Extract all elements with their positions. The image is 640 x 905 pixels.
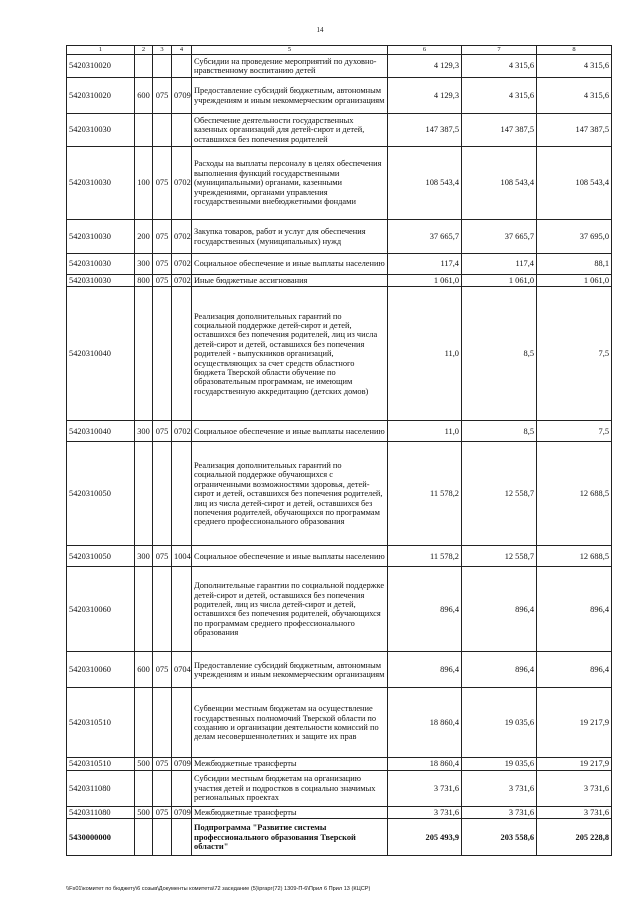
- expense-type-code: [135, 770, 153, 806]
- amount-col-7: 8,5: [462, 287, 537, 421]
- file-path-footer: \\Fs01\комитет по бюджету\6 созыв\Документы комитета\72 заседание (5)\ргарг(72) 1309-П-6\Прил 6 Прил 13 (КЦСР): [66, 886, 371, 892]
- ministry-code: 075: [153, 147, 172, 220]
- amount-col-8: 19 217,9: [537, 758, 612, 770]
- row-code: 5420311080: [67, 770, 135, 806]
- amount-col-6: 108 543,4: [388, 147, 462, 220]
- row-code: 5420310030: [67, 114, 135, 147]
- expense-type-code: [135, 55, 153, 78]
- table-row: [67, 254, 612, 275]
- table-row: [67, 55, 612, 78]
- row-description: Дополнительные гарантии по социальной поддержке детей-сирот и детей, оставшихся без попечения родителей, лиц из числа детей-сирот и детей, оставшихся без попечения родителей, обучающихся по программам среднего профессионального образования: [192, 567, 388, 652]
- table-row: [67, 78, 612, 114]
- table-row: [67, 652, 612, 688]
- amount-col-8: 896,4: [537, 567, 612, 652]
- amount-col-6: 896,4: [388, 567, 462, 652]
- expense-type-code: 600: [135, 78, 153, 114]
- amount-col-8: 147 387,5: [537, 114, 612, 147]
- table-row: [67, 806, 612, 818]
- row-description: Закупка товаров, работ и услуг для обеспечения государственных (муниципальных) нужд: [192, 220, 388, 254]
- section-code: 0704: [172, 652, 192, 688]
- ministry-code: 075: [153, 220, 172, 254]
- row-description: Обеспечение деятельности государственных казенных организаций для детей-сирот и детей, оставшихся без попечения родителей: [192, 114, 388, 147]
- row-code: 5430000000: [67, 819, 135, 856]
- section-code: [172, 567, 192, 652]
- row-code: 5420310060: [67, 652, 135, 688]
- expense-type-code: [135, 567, 153, 652]
- row-description: Межбюджетные трансферты: [192, 806, 388, 818]
- amount-col-7: 896,4: [462, 652, 537, 688]
- row-code: 5420310510: [67, 758, 135, 770]
- amount-col-7: 896,4: [462, 567, 537, 652]
- row-code: 5420310050: [67, 546, 135, 567]
- expense-type-code: [135, 114, 153, 147]
- amount-col-6: 11 578,2: [388, 442, 462, 546]
- table-row: [67, 758, 612, 770]
- ministry-code: [153, 688, 172, 758]
- expense-type-code: 300: [135, 546, 153, 567]
- table-row: [67, 421, 612, 442]
- ministry-code: [153, 819, 172, 856]
- amount-col-8: 3 731,6: [537, 770, 612, 806]
- row-description: Субсидии местным бюджетам на организацию участия детей и подростков в социально значимых региональных проектах: [192, 770, 388, 806]
- expense-type-code: [135, 442, 153, 546]
- ministry-code: [153, 770, 172, 806]
- row-code: 5420310050: [67, 442, 135, 546]
- row-code: 5420310030: [67, 254, 135, 275]
- expense-type-code: [135, 819, 153, 856]
- expense-type-code: 600: [135, 652, 153, 688]
- table-row: [67, 114, 612, 147]
- section-code: [172, 287, 192, 421]
- row-description: Социальное обеспечение и иные выплаты населению: [192, 254, 388, 275]
- header-cell: 3: [153, 46, 172, 55]
- row-description: Расходы на выплаты персоналу в целях обеспечения выполнения функций государственными (муниципальными) органами, казенными учреждениями, органами управления государственными внебюджетными фондами: [192, 147, 388, 220]
- amount-col-7: 19 035,6: [462, 688, 537, 758]
- row-description: Иные бюджетные ассигнования: [192, 275, 388, 287]
- amount-col-8: 7,5: [537, 287, 612, 421]
- amount-col-7: 3 731,6: [462, 806, 537, 818]
- ministry-code: [153, 287, 172, 421]
- section-code: [172, 114, 192, 147]
- amount-col-6: 11,0: [388, 421, 462, 442]
- row-description: Реализация дополнительных гарантий по социальной поддержке обучающихся с ограниченными возможностями здоровья, детей-сирот и детей, оставшихся без попечения родителей, лиц из числа детей-сирот и детей, оставшихся без попечения родителей, обучающихся по программам среднего профессионального образования: [192, 442, 388, 546]
- amount-col-8: 12 688,5: [537, 442, 612, 546]
- ministry-code: 075: [153, 546, 172, 567]
- section-code: 0702: [172, 147, 192, 220]
- amount-col-7: 203 558,6: [462, 819, 537, 856]
- ministry-code: 075: [153, 758, 172, 770]
- amount-col-7: 117,4: [462, 254, 537, 275]
- table-row: [67, 442, 612, 546]
- row-code: 5420310040: [67, 287, 135, 421]
- amount-col-7: 8,5: [462, 421, 537, 442]
- table-header-row: [67, 46, 612, 55]
- amount-col-8: 108 543,4: [537, 147, 612, 220]
- row-description: Субсидии на проведение мероприятий по духовно-нравственному воспитанию детей: [192, 55, 388, 78]
- amount-col-7: 19 035,6: [462, 758, 537, 770]
- row-code: 5420310030: [67, 220, 135, 254]
- row-description: Социальное обеспечение и иные выплаты населению: [192, 421, 388, 442]
- section-code: 0702: [172, 275, 192, 287]
- amount-col-6: 11 578,2: [388, 546, 462, 567]
- amount-col-8: 896,4: [537, 652, 612, 688]
- budget-table: [66, 45, 612, 856]
- row-description: Реализация дополнительных гарантий по социальной поддержке детей-сирот и детей, оставшихся без попечения родителей, лиц из числа детей-сирот и детей, оставшихся без попечения родителей - выпускников организаций, осуществляющих за счет средств областного бюджета Тверской области обучение по образовательным программам, не имеющим государственную аккредитацию (детских домов): [192, 287, 388, 421]
- amount-col-8: 37 695,0: [537, 220, 612, 254]
- amount-col-7: 37 665,7: [462, 220, 537, 254]
- row-code: 5420310060: [67, 567, 135, 652]
- section-code: [172, 819, 192, 856]
- amount-col-6: 3 731,6: [388, 770, 462, 806]
- header-cell: 6: [388, 46, 462, 55]
- expense-type-code: 200: [135, 220, 153, 254]
- section-code: 1004: [172, 546, 192, 567]
- amount-col-6: 1 061,0: [388, 275, 462, 287]
- expense-type-code: [135, 287, 153, 421]
- amount-col-8: 4 315,6: [537, 55, 612, 78]
- header-cell: 5: [192, 46, 388, 55]
- row-description: Межбюджетные трансферты: [192, 758, 388, 770]
- amount-col-6: 4 129,3: [388, 78, 462, 114]
- row-description: Предоставление субсидий бюджетным, автономным учреждениям и иным некоммерческим организациям: [192, 652, 388, 688]
- row-code: 5420310020: [67, 55, 135, 78]
- table-row: [67, 287, 612, 421]
- amount-col-6: 896,4: [388, 652, 462, 688]
- section-code: 0709: [172, 78, 192, 114]
- table-row: [67, 220, 612, 254]
- amount-col-7: 1 061,0: [462, 275, 537, 287]
- page-number: 14: [316, 26, 324, 34]
- section-code: 0709: [172, 806, 192, 818]
- amount-col-8: 7,5: [537, 421, 612, 442]
- amount-col-6: 147 387,5: [388, 114, 462, 147]
- amount-col-6: 117,4: [388, 254, 462, 275]
- ministry-code: 075: [153, 421, 172, 442]
- row-code: 5420310030: [67, 147, 135, 220]
- amount-col-7: 12 558,7: [462, 546, 537, 567]
- row-description: Субвенции местным бюджетам на осуществление государственных полномочий Тверской области по созданию и организации деятельности комиссий по делам несовершеннолетних и защите их прав: [192, 688, 388, 758]
- expense-type-code: 300: [135, 254, 153, 275]
- section-code: [172, 688, 192, 758]
- amount-col-8: 3 731,6: [537, 806, 612, 818]
- expense-type-code: 800: [135, 275, 153, 287]
- amount-col-6: 3 731,6: [388, 806, 462, 818]
- ministry-code: 075: [153, 806, 172, 818]
- amount-col-6: 37 665,7: [388, 220, 462, 254]
- row-code: 5420311080: [67, 806, 135, 818]
- amount-col-6: 11,0: [388, 287, 462, 421]
- amount-col-8: 205 228,8: [537, 819, 612, 856]
- expense-type-code: [135, 688, 153, 758]
- expense-type-code: 500: [135, 758, 153, 770]
- section-code: [172, 55, 192, 78]
- row-description: Социальное обеспечение и иные выплаты населению: [192, 546, 388, 567]
- table-row: [67, 770, 612, 806]
- table-row: [67, 688, 612, 758]
- ministry-code: [153, 55, 172, 78]
- header-cell: 1: [67, 46, 135, 55]
- amount-col-8: 1 061,0: [537, 275, 612, 287]
- header-cell: 7: [462, 46, 537, 55]
- amount-col-7: 4 315,6: [462, 55, 537, 78]
- row-code: 5420310510: [67, 688, 135, 758]
- section-code: [172, 770, 192, 806]
- row-description: Подпрограмма "Развитие системы профессионального образования Тверской области": [192, 819, 388, 856]
- row-code: 5420310030: [67, 275, 135, 287]
- amount-col-7: 3 731,6: [462, 770, 537, 806]
- table-row: [67, 546, 612, 567]
- table-row: [67, 275, 612, 287]
- amount-col-6: 205 493,9: [388, 819, 462, 856]
- section-code: 0702: [172, 220, 192, 254]
- amount-col-7: 108 543,4: [462, 147, 537, 220]
- ministry-code: 075: [153, 254, 172, 275]
- table-row: [67, 819, 612, 856]
- section-code: [172, 442, 192, 546]
- amount-col-7: 12 558,7: [462, 442, 537, 546]
- ministry-code: [153, 567, 172, 652]
- amount-col-7: 147 387,5: [462, 114, 537, 147]
- row-code: 5420310040: [67, 421, 135, 442]
- amount-col-6: 18 860,4: [388, 758, 462, 770]
- amount-col-8: 19 217,9: [537, 688, 612, 758]
- row-code: 5420310020: [67, 78, 135, 114]
- section-code: 0709: [172, 758, 192, 770]
- amount-col-6: 18 860,4: [388, 688, 462, 758]
- table-row: [67, 567, 612, 652]
- amount-col-7: 4 315,6: [462, 78, 537, 114]
- amount-col-8: 4 315,6: [537, 78, 612, 114]
- ministry-code: 075: [153, 78, 172, 114]
- expense-type-code: 100: [135, 147, 153, 220]
- row-description: Предоставление субсидий бюджетным, автономным учреждениям и иным некоммерческим организациям: [192, 78, 388, 114]
- header-cell: 2: [135, 46, 153, 55]
- section-code: 0702: [172, 254, 192, 275]
- header-cell: 4: [172, 46, 192, 55]
- expense-type-code: 500: [135, 806, 153, 818]
- amount-col-6: 4 129,3: [388, 55, 462, 78]
- amount-col-8: 88,1: [537, 254, 612, 275]
- ministry-code: [153, 114, 172, 147]
- ministry-code: [153, 442, 172, 546]
- section-code: 0702: [172, 421, 192, 442]
- table-row: [67, 147, 612, 220]
- header-cell: 8: [537, 46, 612, 55]
- amount-col-8: 12 688,5: [537, 546, 612, 567]
- ministry-code: 075: [153, 275, 172, 287]
- ministry-code: 075: [153, 652, 172, 688]
- expense-type-code: 300: [135, 421, 153, 442]
